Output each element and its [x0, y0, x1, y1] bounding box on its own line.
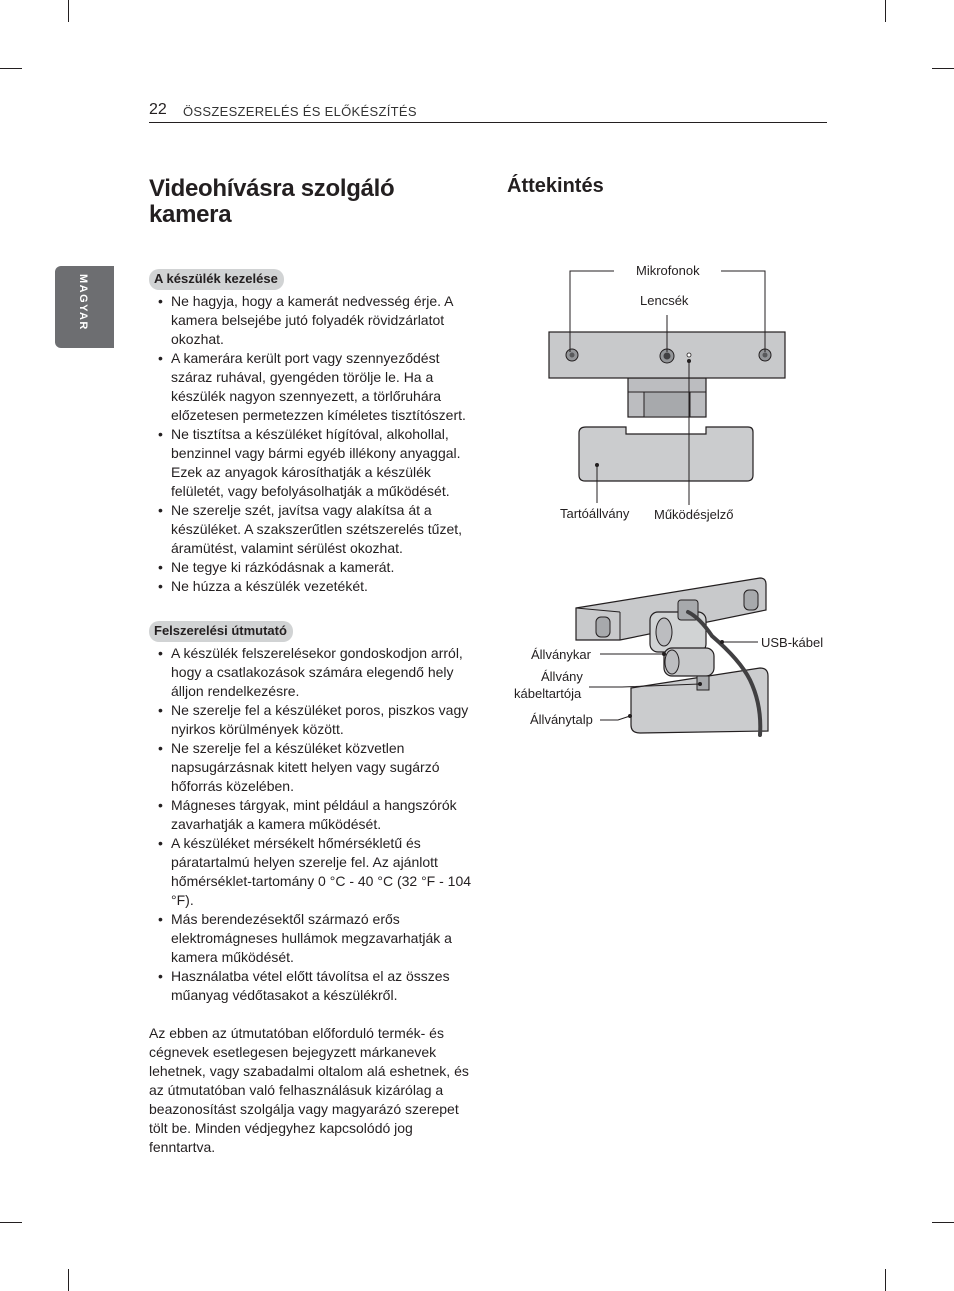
- list-item: • Ne tisztítsa a készüléket hígítóval, alkohollal, benzinnel vagy bármi egyéb illékony anyaggal. Ezek az anyagok károsíthatják a készülék felületét, vagy befolyásolhatják a működését.: [149, 425, 474, 501]
- list-item: • Ne tegye ki rázkódásnak a kamerát.: [149, 558, 474, 577]
- installation-heading: Felszerelési útmutató: [149, 621, 293, 642]
- overview-title: Áttekintés: [507, 175, 604, 197]
- list-item: • Ne húzza a készülék vezetékét.: [149, 577, 474, 596]
- list-item: • A kamerára került port vagy szennyeződést száraz ruhával, gyengéden törölje le. Ha a készülék nagyon szennyezett, a törlőruhára előzetesen permetezzen kíméletes tisztítószert.: [149, 349, 474, 425]
- page-title: Videohívásra szolgáló kamera: [149, 175, 395, 228]
- stand-arm-label: Állványkar: [531, 647, 591, 662]
- cable-holder-label-line2: kábeltartója: [514, 686, 582, 701]
- trademark-note: Az ebben az útmutatóban előforduló termék- és cégnevek esetlegesen bejegyzett márkanevek lehetnek, vagy szabadalmi oltalom alá eshetnek, és az útmutatóban való felhasználásuk kizárólag a beazonosítást szolgálja vagy magyarázó szerepet tölt be. Minden védjegyhez kapcsolódó jog fenntartva.: [149, 1025, 469, 1155]
- list-item: • Ne szerelje fel a készüléket közvetlen napsugárzásnak kitett helyen vagy sugárzó hőforrás közelében.: [149, 739, 474, 796]
- list-item: • Mágneses tárgyak, mint például a hangszórók zavarhatják a kamera működését.: [149, 796, 474, 834]
- page-number: 22: [149, 101, 167, 118]
- stand-base-label: Állványtalp: [530, 712, 593, 727]
- stand-base-shape: [579, 427, 753, 481]
- stand-label: Tartóállvány: [560, 506, 630, 521]
- handling-heading: A készülék kezelése: [149, 269, 284, 290]
- list-item: • Ne szerelje fel a készüléket poros, piszkos vagy nyirkos körülmények között.: [149, 701, 474, 739]
- list-item: • Ne szerelje szét, javítsa vagy alakítsa át a készüléket. A szakszerűtlen szétszerelés tűzet, áramütést, valamint sérülést okozhat.: [149, 501, 474, 558]
- cable-holder-label-line1: Állvány: [541, 669, 583, 684]
- list-item: • Ne hagyja, hogy a kamerát nedvesség érje. A kamera belsejébe jutó folyadék rövidzárlatot okozhat.: [149, 292, 474, 349]
- indicator-icon: [687, 353, 691, 357]
- list-item: • A készülék felszerelésekor gondoskodjon arról, hogy a csatlakozások számára elegendő hely álljon rendelkezésre.: [149, 644, 474, 701]
- microphones-label: Mikrofonok: [636, 263, 700, 278]
- language-label: MAGYAR: [77, 274, 89, 331]
- indicator-label: Működésjelző: [654, 507, 734, 522]
- list-item: • Használatba vétel előtt távolítsa el az összes műanyag védőtasakot a készülékről.: [149, 967, 474, 1005]
- list-item: • Más berendezésektől származó erős elektromágneses hullámok megzavarhatják a kamera működését.: [149, 910, 474, 967]
- list-item: • A készüléket mérsékelt hőmérsékletű és páratartalmú helyen szerelje fel. Az ajánlott hőmérséklet-tartomány 0 °C - 40 °C (32 °F - 104 °F).: [149, 834, 474, 910]
- usb-cable-label: USB-kábel: [761, 635, 824, 650]
- lens-label: Lencsék: [640, 293, 689, 308]
- section-title: ÖSSZESZERELÉS ÉS ELŐKÉSZÍTÉS: [183, 104, 417, 119]
